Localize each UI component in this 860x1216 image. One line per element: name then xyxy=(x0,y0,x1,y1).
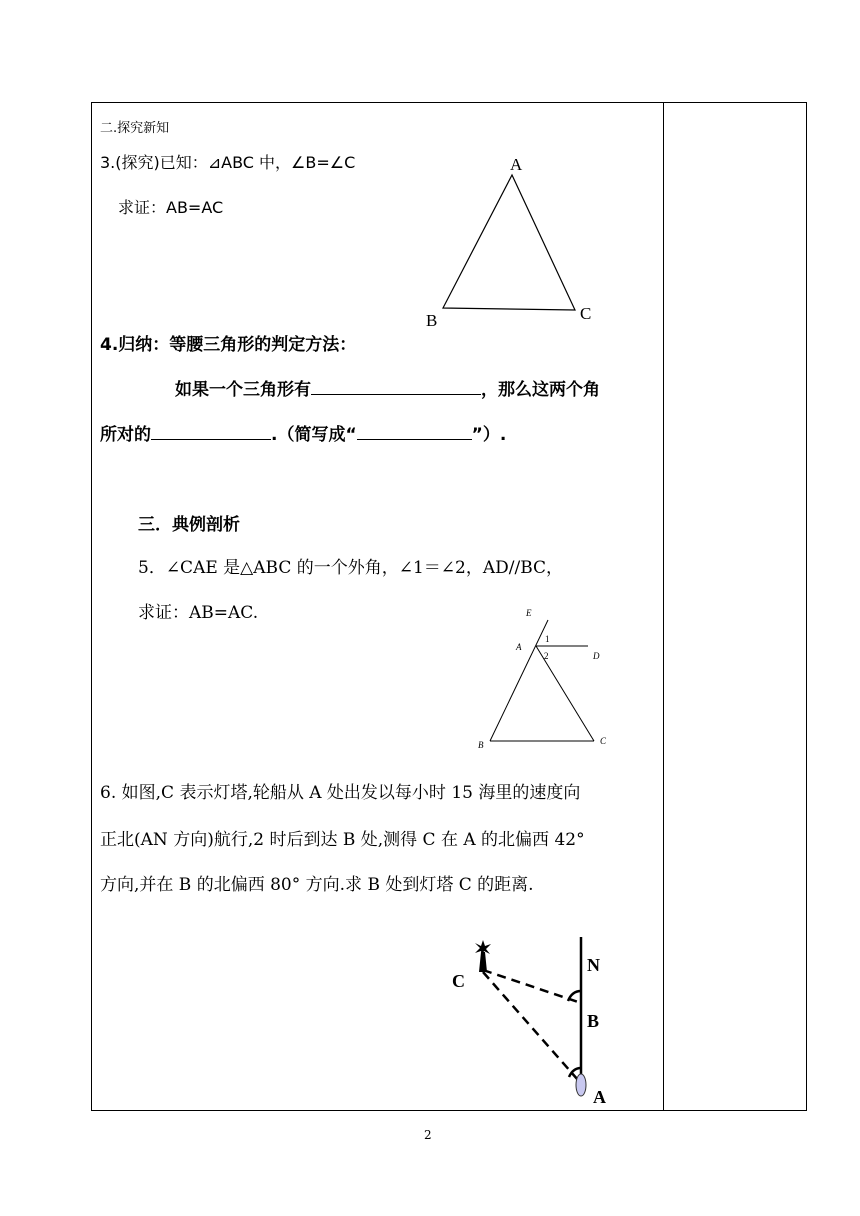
q5-figure xyxy=(478,608,607,750)
q5-label-1: 1 xyxy=(545,634,550,644)
q4-line2-before: 如果一个三角形有 xyxy=(175,380,311,400)
q6-line2: 正北(AN 方向)航行,2 时后到达 B 处,测得 C 在 A 的北偏西 42° xyxy=(100,830,585,850)
q6-label-b: B xyxy=(587,1011,600,1031)
q4-line3-mid: .（简写成“ xyxy=(271,425,357,445)
page-number: 2 xyxy=(424,1128,432,1142)
q5-label-e: E xyxy=(526,608,532,618)
q5-label-2: 2 xyxy=(544,651,549,661)
q6-line-cb xyxy=(483,970,578,1002)
q3-label-b: B xyxy=(426,311,438,330)
q4-line3-before: 所对的 xyxy=(100,425,151,445)
q4-heading: 4.归纳：等腰三角形的判定方法： xyxy=(100,335,357,355)
q3-label-a: A xyxy=(510,155,523,174)
q3-given: 3.(探究)已知：⊿ABC 中，∠B=∠C xyxy=(100,153,356,172)
q6-line1: 6. 如图,C 表示灯塔,轮船从 A 处出发以每小时 15 海里的速度向 xyxy=(100,783,581,803)
q6-label-c: C xyxy=(452,971,465,991)
q6-angle-arc-b xyxy=(568,991,581,1001)
q5-line-ea-ab xyxy=(490,620,548,741)
section-2-heading: 二.探究新知 xyxy=(100,121,170,136)
q4-line3-after: ”）. xyxy=(471,425,507,445)
q6-figure xyxy=(452,937,606,1107)
q5-statement: 5．∠CAE 是△ABC 的一个外角，∠1＝∠2，AD//BC， xyxy=(138,558,564,578)
q6-label-a: A xyxy=(593,1087,606,1107)
q5-label-c: C xyxy=(600,736,607,746)
q5-label-d: D xyxy=(593,651,600,661)
q5-label-a: A xyxy=(516,642,522,652)
q5-prove: 求证：AB=AC. xyxy=(138,603,259,623)
q4-line2-after: ，那么这两个角 xyxy=(481,380,600,400)
q3-triangle-figure xyxy=(426,155,591,330)
q3-prove: 求证：AB=AC xyxy=(118,198,224,217)
lighthouse-icon xyxy=(475,940,491,972)
section-3-heading: 三．典例剖析 xyxy=(138,515,240,535)
q3-triangle xyxy=(443,175,575,310)
q6-label-n: N xyxy=(587,955,600,975)
q3-label-c: C xyxy=(580,304,592,323)
q5-label-b: B xyxy=(478,740,484,750)
q6-line3: 方向,并在 B 的北偏西 80° 方向.求 B 处到灯塔 C 的距离. xyxy=(100,875,534,895)
q6-line-ca xyxy=(483,972,578,1080)
ship-icon xyxy=(576,1074,586,1096)
